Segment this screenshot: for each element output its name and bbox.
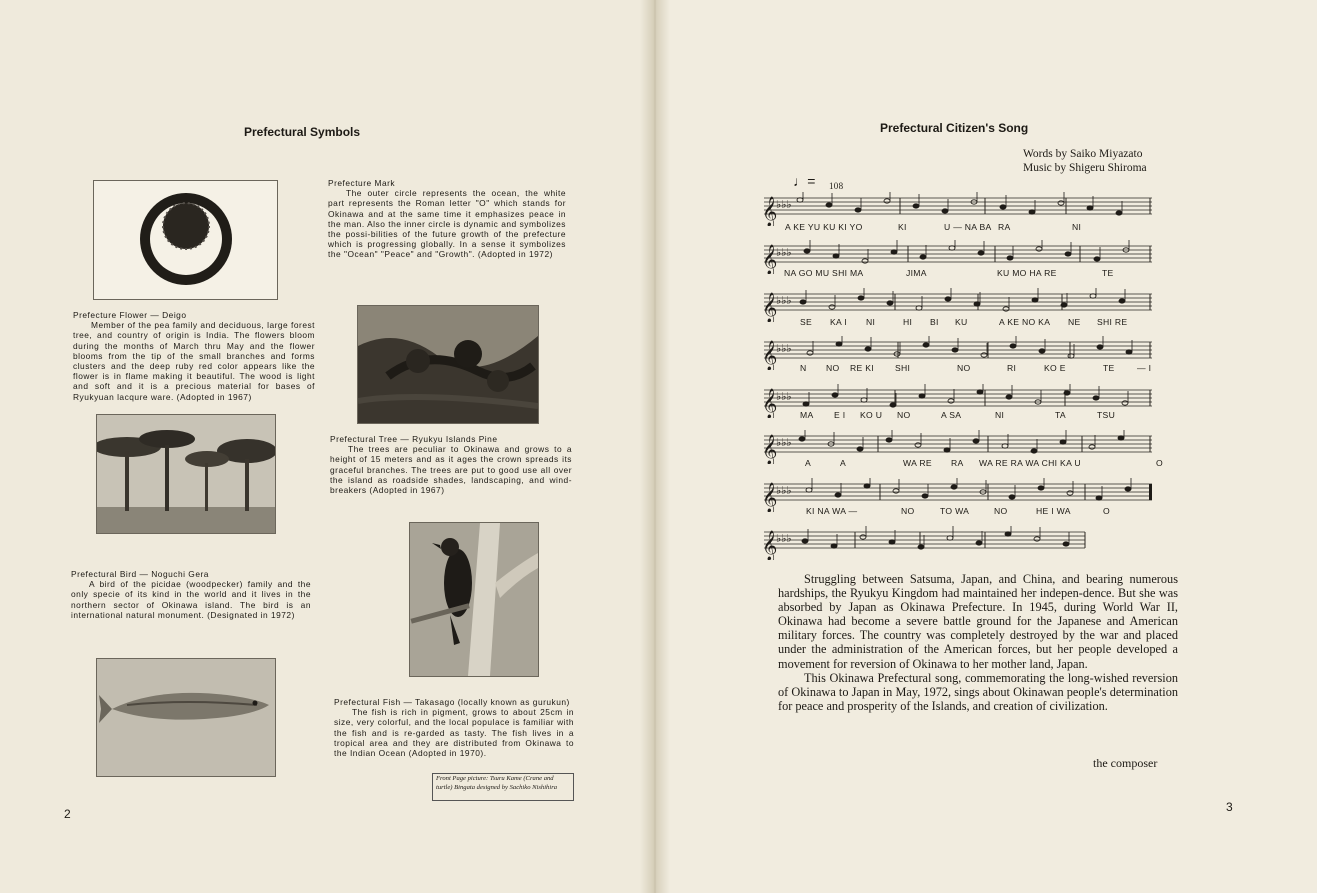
book-gutter [640,0,670,893]
history-paragraph-2: This Okinawa Prefectural song, commemorating the long-wished reversion of Okinawa to Japan in May, 1972, sings about Okinawan people's determination for peace and prosperity of the Islands, and creation of civilization. [778,670,1178,713]
note-head [893,489,899,493]
page-number-right: 3 [1226,800,1233,814]
bird-heading: Prefectural Bird — Noguchi Gera [71,569,209,579]
note-head [919,394,925,398]
lyric-syllable: NO [994,506,1008,516]
note-head [916,306,922,310]
note-head [887,301,893,305]
note-head [799,437,805,441]
lyric-syllable: KI [898,222,907,232]
note-head [1068,354,1074,358]
note-head [1039,349,1045,353]
note-head [806,488,812,492]
lyric-syllable: RA [998,222,1011,232]
page-title-symbols: Prefectural Symbols [244,125,361,139]
note-head [1010,344,1016,348]
deigo-flower-photo [357,305,539,424]
note-head [855,208,861,212]
note-head [1034,537,1040,541]
lyric-syllable: NI [1072,222,1082,232]
note-head [864,484,870,488]
noguchi-gera-photo [409,522,539,677]
words-credit: Words by Saiko Miyazato [1023,148,1143,160]
key-signature-icon: ♭♭♭ [776,391,792,403]
note-head [832,393,838,397]
lyric-syllable: E I [834,410,846,420]
note-head [1087,206,1093,210]
note-head [861,398,867,402]
lyric-syllable: A [840,458,847,468]
note-head [857,447,863,451]
note-head [826,203,832,207]
lyric-syllable: TSU [1097,410,1116,420]
treble-clef-icon: 𝄞 [762,197,778,226]
note-head [1058,201,1064,205]
fish-heading: Prefectural Fish — Takasago (locally known as gurukun) [334,697,570,707]
note-head [831,544,837,548]
treble-clef-icon: 𝄞 [762,435,778,464]
note-head [802,539,808,543]
flower-caption [73,310,315,402]
key-signature-icon: ♭♭♭ [776,533,792,545]
note-head [918,545,924,549]
note-head [1125,487,1131,491]
note-head [976,541,982,545]
note-head [915,443,921,447]
note-head [1096,496,1102,500]
note-head [1000,205,1006,209]
flower-heading: Prefecture Flower — Deigo [73,310,187,320]
note-head [974,302,980,306]
takasago-fish-photo [96,658,276,777]
key-signature-icon: ♭♭♭ [776,295,792,307]
treble-clef-icon: 𝄞 [762,389,778,418]
tree-heading: Prefectural Tree — Ryukyu Islands Pine [330,434,498,444]
note-head [1006,395,1012,399]
front-page-note: Front Page picture: Tsuru Kame (Crane and turtle) Bingata designed by Sachiko Nishihira [432,773,574,801]
key-signature-icon: ♭♭♭ [776,199,792,211]
note-head [1038,486,1044,490]
lyric-syllable: TE [1102,268,1114,278]
note-head [1002,444,1008,448]
history-text [778,572,1178,713]
lyric-syllable: — I [1137,363,1152,373]
note-head [1036,247,1042,251]
music-staff [760,526,1190,560]
note-head [949,246,955,250]
lyric-syllable: HI [903,317,913,327]
lyric-syllable: TE [1103,363,1115,373]
lyric-syllable: KU [955,317,968,327]
note-head [973,439,979,443]
key-signature-icon: ♭♭♭ [776,247,792,259]
lyric-syllable: KI NA WA — [806,506,858,516]
lyric-syllable: NO [826,363,840,373]
note-head [1094,257,1100,261]
note-head [1097,345,1103,349]
note-head [807,351,813,355]
music-staff [760,430,1190,464]
lyric-syllable: KA I [830,317,847,327]
note-head [942,209,948,213]
note-head [835,493,841,497]
lyric-syllable: RE KI [850,363,874,373]
flower-body: Member of the pea family and deciduous, large forest tree, and country of origin is India. The flowers bloom during the months of March thru May and the flower blooms from the tip of the small branches and forms clusters and the deep ruby red color appears like the flower is in flame making it beautiful. The wood is light and soft and it is a precious material for bases of Ryukyuan lacqure ware. (Adopted in 1967) [73,320,315,402]
note-head [1126,350,1132,354]
lyric-syllable: RA [951,458,964,468]
bird-body: A bird of the picidae (woodpecker) family and the only specie of its kind in the world and it lives in the northern sector of Okinawa island. The bird is an international natural monument. (Designated in 1972) [71,579,311,620]
note-head [858,296,864,300]
lyric-syllable: O [1103,506,1110,516]
note-head [977,390,983,394]
treble-clef-icon: 𝄞 [762,531,778,560]
lyric-syllable: NO [957,363,971,373]
note-head [1064,391,1070,395]
lyric-syllable: WA RE [903,458,932,468]
note-head [804,249,810,253]
lyric-syllable: A KE YU KU KI YO [785,222,863,232]
note-head [836,342,842,346]
lyric-syllable: U — NA BA [944,222,992,232]
lyric-syllable: WA RE RA WA CHI KA U [979,458,1081,468]
lyric-syllable: SE [800,317,813,327]
lyric-syllable: A [805,458,812,468]
note-head [952,348,958,352]
note-head [1005,532,1011,536]
note-head [1061,303,1067,307]
key-signature-icon: ♭♭♭ [776,437,792,449]
treble-clef-icon: 𝄞 [762,245,778,274]
note-head [945,297,951,301]
music-staff [760,336,1190,370]
note-head [891,250,897,254]
note-head [947,536,953,540]
page-number-left: 2 [64,807,71,821]
lyric-syllable: TA [1055,410,1066,420]
note-head [1090,294,1096,298]
lyric-syllable: NI [995,410,1005,420]
lyric-syllable: MA [800,410,814,420]
note-head [951,485,957,489]
treble-clef-icon: 𝄞 [762,483,778,512]
note-head [797,198,803,202]
lyric-syllable: BI [930,317,939,327]
lyric-syllable: JIMA [906,268,927,278]
note-head [1032,298,1038,302]
prefecture-mark-emblem [93,180,278,300]
tempo-value: 108 [829,181,844,191]
lyric-syllable: NA GO MU SHI MA [784,268,864,278]
note-head [1067,491,1073,495]
note-head [860,535,866,539]
lyric-syllable: RI [1007,363,1017,373]
note-head [923,343,929,347]
note-head [889,540,895,544]
note-head [1118,436,1124,440]
note-head [1093,396,1099,400]
tempo-note-icon: ♩= [793,173,816,189]
lyric-syllable: N [800,363,807,373]
treble-clef-icon: 𝄞 [762,293,778,322]
lyric-syllable: KO E [1044,363,1066,373]
history-paragraph-1: Struggling between Satsuma, Japan, and China, and bearing numerous hardships, the Ryukyu Kingdom had maintained her indepen-dence. But she was absorbed by Japan as Okinawa Prefecture. In 1945, during World War II, Okinawa had become a severe battle ground for the Japanese and American military forces. The country was completely destroyed by the war and placed under the administration of the American forces, but her people developed a movement for reversion of Okinawa to her mother land, Japan. [778,572,1178,671]
note-head [944,448,950,452]
note-head [1007,256,1013,260]
note-head [922,494,928,498]
note-head [981,353,987,357]
note-head [1089,445,1095,449]
lyric-syllable: TO WA [940,506,970,516]
lyric-syllable: NE [1068,317,1081,327]
lyric-syllable: KU MO HA RE [997,268,1057,278]
note-head [1009,495,1015,499]
lyric-syllable: A KE NO KA [999,317,1051,327]
tree-body: The trees are peculiar to Okinawa and grows to a height of 15 meters and as it ages the crown spreads its graceful branches. The trees are put to good use all over the island as roadside shades, landscaping, and wind-breakers (Adopted in 1967) [330,444,572,496]
note-head [1003,307,1009,311]
note-head [1065,252,1071,256]
note-head [1122,401,1128,405]
note-head [803,402,809,406]
fish-body: The fish is rich in pigment, grows to about 25cm in size, very colorful, and the local populace is familiar with the fish and is re-garded as tasty. The fish lives in a tropical area and they are distributed from Okinawa to the Indian Ocean (Adopted in 1970). [334,707,574,759]
treble-clef-icon: 𝄞 [762,341,778,370]
lyric-syllable: O [1156,458,1163,468]
note-head [1060,440,1066,444]
lyric-syllable: SHI [895,363,911,373]
tree-caption [330,434,572,495]
note-head [1029,210,1035,214]
page-title-song: Prefectural Citizen's Song [880,121,1029,135]
note-head [978,251,984,255]
note-head [833,254,839,258]
lyric-syllable: HE I WA [1036,506,1071,516]
note-head [1116,211,1122,215]
note-head [948,399,954,403]
mark-caption [328,178,566,260]
lyric-syllable: NO [897,410,911,420]
note-head [865,347,871,351]
note-head [1031,449,1037,453]
note-head [1119,299,1125,303]
note-head [886,438,892,442]
music-staff [760,384,1190,418]
lyric-syllable: A SA [941,410,962,420]
note-head [890,403,896,407]
lyric-syllable: SHI RE [1097,317,1128,327]
note-head [913,204,919,208]
note-head [920,255,926,259]
key-signature-icon: ♭♭♭ [776,343,792,355]
note-head [800,300,806,304]
key-signature-icon: ♭♭♭ [776,485,792,497]
note-head [829,305,835,309]
lyric-syllable: NO [901,506,915,516]
bird-caption [71,569,311,620]
fish-caption [334,697,574,758]
ryukyu-pine-photo [96,414,276,534]
lyric-syllable: NI [866,317,876,327]
note-head [862,259,868,263]
music-staff [760,192,1190,226]
music-credit: Music by Shigeru Shiroma [1023,162,1147,174]
lyric-syllable: KO U [860,410,883,420]
mark-body: The outer circle represents the ocean, the white part represents the Roman letter "O" which stands for Okinawa and at the same time it emphasizes peace in the man. Also the inner circle is dynamic and symbolizes the possi-bilities of the future growth of the prefecture which is progressing globally. In a sense it symbolizes the "Ocean" "Peace" and "Growth". (Adopted in 1972) [328,188,566,260]
note-head [884,199,890,203]
composer-signature: the composer [1093,756,1158,770]
note-head [1063,542,1069,546]
mark-heading: Prefecture Mark [328,178,396,188]
